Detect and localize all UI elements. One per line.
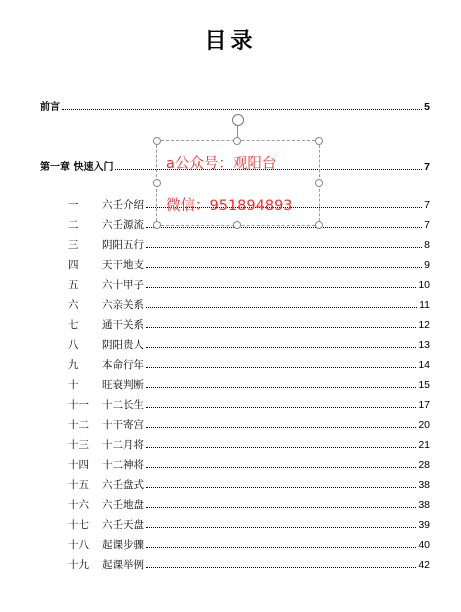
page-title: 目录: [204, 29, 257, 54]
section-number: 四: [68, 259, 79, 271]
toc-page-number: 14: [418, 359, 430, 371]
dot-leader: [146, 266, 422, 268]
section-label: 阴阳贵人: [102, 339, 144, 351]
toc-entry-section[interactable]: [68, 338, 430, 352]
toc-entry-section[interactable]: [68, 538, 430, 552]
toc-entry-section[interactable]: [68, 458, 430, 472]
section-number: 七: [68, 319, 79, 331]
toc-page-number: 12: [418, 319, 430, 331]
toc-entry-section[interactable]: [68, 258, 430, 272]
toc-page-number: 28: [418, 459, 430, 471]
toc-entry-section[interactable]: [68, 518, 430, 532]
toc-page-number: 15: [418, 379, 430, 391]
toc-page-number: 7: [424, 161, 430, 173]
toc-page-number: 8: [424, 239, 430, 251]
toc-entry-section[interactable]: [68, 398, 430, 412]
section-number: 三: [68, 239, 79, 251]
resize-handle-icon[interactable]: [233, 221, 241, 229]
section-label: 天干地支: [102, 259, 144, 271]
section-number: 五: [68, 279, 79, 291]
toc-page-number: 21: [418, 439, 430, 451]
toc-page-number: 38: [418, 499, 430, 511]
section-number: 十: [68, 379, 79, 391]
toc-entry-section[interactable]: [68, 278, 430, 292]
section-label: 六亲关系: [102, 299, 144, 311]
section-number: 一: [68, 199, 79, 211]
toc-entry-section[interactable]: [68, 358, 430, 372]
resize-handle-icon[interactable]: [315, 221, 323, 229]
dot-leader: [146, 346, 416, 348]
toc-entry-section[interactable]: [68, 478, 430, 492]
section-number: 十七: [68, 519, 89, 531]
section-label: 六壬介绍: [102, 199, 144, 211]
dot-leader: [146, 466, 416, 468]
section-label: 十二神将: [102, 459, 144, 471]
section-label: 通干关系: [102, 319, 144, 331]
toc-page-number: 38: [418, 479, 430, 491]
section-number: 十一: [68, 399, 89, 411]
toc-entry-section[interactable]: [68, 558, 430, 572]
section-number: 十二: [68, 419, 89, 431]
toc-entry-section[interactable]: [68, 438, 430, 452]
toc-page-number: 7: [424, 219, 430, 231]
watermark-line-2: 微信：951894893: [166, 198, 293, 214]
toc-entry-section[interactable]: [68, 378, 430, 392]
section-label: 六壬天盘: [102, 519, 144, 531]
section-number: 十六: [68, 499, 89, 511]
dot-leader: [146, 226, 422, 228]
dot-leader: [146, 326, 416, 328]
toc-entry-section[interactable]: [68, 238, 430, 252]
dot-leader: [62, 108, 422, 110]
section-label: 六十甲子: [102, 279, 144, 291]
section-number: 十四: [68, 459, 89, 471]
toc-page-number: 39: [418, 519, 430, 531]
toc-page-number: 7: [424, 199, 430, 211]
dot-leader: [146, 386, 416, 388]
section-number: 八: [68, 339, 79, 351]
section-label: 起课步骤: [102, 539, 144, 551]
section-number: 二: [68, 219, 79, 231]
section-label: 旺衰判断: [102, 379, 144, 391]
resize-handle-icon[interactable]: [153, 137, 161, 145]
section-label: 阴阳五行: [102, 239, 144, 251]
dot-leader: [146, 286, 416, 288]
section-number: 十五: [68, 479, 89, 491]
section-label: 六壬源流: [102, 219, 144, 231]
section-number: 十三: [68, 439, 89, 451]
dot-leader: [146, 306, 417, 308]
dot-leader: [146, 426, 416, 428]
resize-handle-icon[interactable]: [153, 221, 161, 229]
toc-entry-section[interactable]: [68, 318, 430, 332]
rotate-handle-icon[interactable]: [232, 114, 244, 126]
dot-leader: [146, 446, 416, 448]
section-label: 十二长生: [102, 399, 144, 411]
section-label: 十二月将: [102, 439, 144, 451]
toc-page-number: 42: [418, 559, 430, 571]
toc-page-number: 11: [419, 299, 430, 311]
toc-entry-preface[interactable]: [40, 100, 430, 115]
toc-page-number: 17: [418, 399, 430, 411]
section-number: 十八: [68, 539, 89, 551]
section-label: 起课举例: [102, 559, 144, 571]
toc-page-number: 20: [418, 419, 430, 431]
toc-entry-section[interactable]: [68, 498, 430, 512]
section-number: 九: [68, 359, 79, 371]
dot-leader: [146, 526, 416, 528]
toc-page-number: 5: [424, 101, 430, 113]
section-number: 十九: [68, 559, 89, 571]
toc-page-number: 13: [418, 339, 430, 351]
dot-leader: [146, 246, 422, 248]
toc-page-number: 10: [418, 279, 430, 291]
toc-entry-section[interactable]: [68, 418, 430, 432]
section-label: 十干寄宫: [102, 419, 144, 431]
toc-entry-section[interactable]: [68, 298, 430, 312]
toc-entry-label: 第一章 快速入门: [40, 162, 114, 173]
dot-leader: [146, 566, 416, 568]
dot-leader: [146, 486, 416, 488]
resize-handle-icon[interactable]: [233, 137, 241, 145]
dot-leader: [146, 406, 416, 408]
section-label: 本命行年: [102, 359, 144, 371]
watermark-line-1: a公众号：观阳台: [166, 156, 277, 172]
dot-leader: [146, 506, 416, 508]
resize-handle-icon[interactable]: [315, 179, 323, 187]
dot-leader: [146, 366, 416, 368]
resize-handle-icon[interactable]: [153, 179, 161, 187]
section-number: 六: [68, 299, 79, 311]
resize-handle-icon[interactable]: [315, 137, 323, 145]
toc-page-number: 9: [424, 259, 430, 271]
section-label: 六壬地盘: [102, 499, 144, 511]
dot-leader: [146, 546, 416, 548]
toc-page-number: 40: [418, 539, 430, 551]
section-label: 六壬盘式: [102, 479, 144, 491]
toc-entry-label: 前言: [40, 102, 60, 113]
